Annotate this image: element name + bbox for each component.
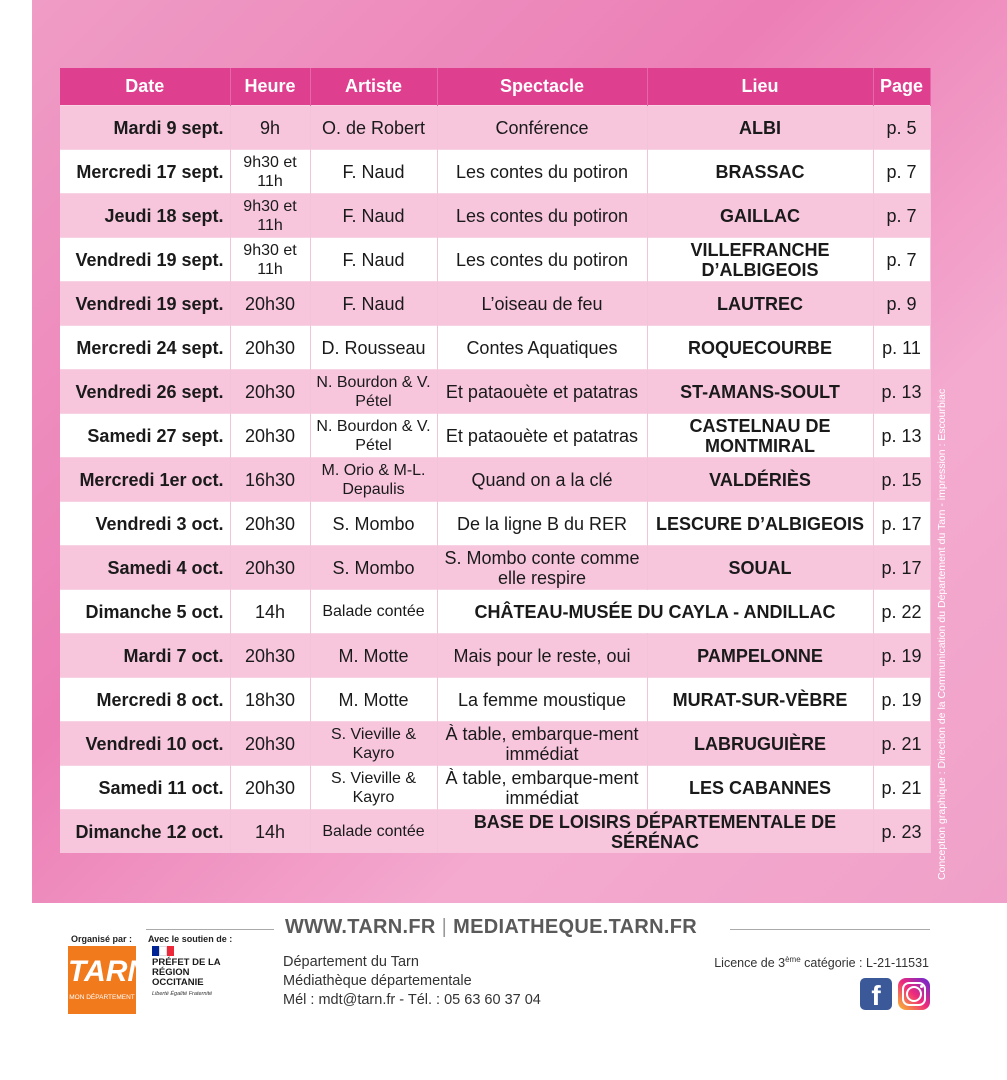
cell-heure: 20h30 [230, 370, 310, 414]
cell-artiste: N. Bourdon & V. Pétel [310, 414, 437, 458]
cell-page: p. 7 [873, 238, 930, 282]
footer-rule-right [730, 929, 930, 930]
cell-heure: 9h30 et 11h [230, 194, 310, 238]
table-row [60, 414, 930, 458]
cell-spectacle: La femme moustique [437, 678, 647, 722]
cell-date: Vendredi 3 oct. [60, 502, 230, 546]
cell-spectacle: Mais pour le reste, oui [437, 634, 647, 678]
cell-artiste: M. Orio & M-L. Depaulis [310, 458, 437, 502]
licence-superscript: ème [785, 955, 801, 964]
header-heure: Heure [230, 68, 310, 106]
cell-heure: 20h30 [230, 414, 310, 458]
cell-page: p. 7 [873, 194, 930, 238]
table-row [60, 238, 930, 282]
cell-artiste: F. Naud [310, 194, 437, 238]
cell-date: Samedi 27 sept. [60, 414, 230, 458]
cell-artiste: S. Mombo [310, 502, 437, 546]
cell-page: p. 17 [873, 502, 930, 546]
footer-rule-left [146, 929, 274, 930]
table-row [60, 150, 930, 194]
cell-artiste: Balade contée [310, 590, 437, 634]
cell-spectacle: À table, embarque-ment immédiat [437, 722, 647, 766]
licence-suffix: catégorie : L-21-11531 [800, 956, 929, 971]
cell-spectacle: Les contes du potiron [437, 238, 647, 282]
cell-lieu: ST-AMANS-SOULT [647, 370, 873, 414]
table-row [60, 546, 930, 590]
cell-page: p. 11 [873, 326, 930, 370]
cell-spectacle: L’oiseau de feu [437, 282, 647, 326]
cell-heure: 20h30 [230, 502, 310, 546]
cell-date: Vendredi 19 sept. [60, 282, 230, 326]
cell-date: Samedi 11 oct. [60, 766, 230, 810]
cell-page: p. 22 [873, 590, 930, 634]
header-artiste: Artiste [310, 68, 437, 106]
cell-date: Vendredi 26 sept. [60, 370, 230, 414]
cell-lieu: BASE DE LOISIRS DÉPARTEMENTALE DE SÉRÉNAC [437, 810, 873, 854]
cell-page: p. 21 [873, 766, 930, 810]
cell-heure: 16h30 [230, 458, 310, 502]
table-row [60, 194, 930, 238]
cell-page: p. 5 [873, 106, 930, 150]
cell-artiste: Balade contée [310, 810, 437, 854]
cell-spectacle: Contes Aquatiques [437, 326, 647, 370]
table-row [60, 722, 930, 766]
cell-heure: 18h30 [230, 678, 310, 722]
cell-spectacle: Les contes du potiron [437, 194, 647, 238]
prefet-motto: Liberté Égalité Fraternité [152, 991, 213, 997]
table-row [60, 678, 930, 722]
tarn-logo-subtitle: MON DÉPARTEMENT [69, 994, 135, 1001]
website-links [285, 916, 697, 939]
cell-page: p. 13 [873, 414, 930, 458]
cell-heure: 9h30 et 11h [230, 238, 310, 282]
cell-date: Mardi 7 oct. [60, 634, 230, 678]
cell-date: Jeudi 18 sept. [60, 194, 230, 238]
table-row [60, 590, 930, 634]
table-row [60, 282, 930, 326]
header-page: Page [873, 68, 930, 106]
cell-lieu: BRASSAC [647, 150, 873, 194]
cell-heure: 14h [230, 590, 310, 634]
cell-spectacle: De la ligne B du RER [437, 502, 647, 546]
cell-heure: 20h30 [230, 722, 310, 766]
cell-lieu: CASTELNAU DE MONTMIRAL [647, 414, 873, 458]
cell-lieu: VALDÉRIÈS [647, 458, 873, 502]
cell-lieu: ROQUECOURBE [647, 326, 873, 370]
soutien-label: Avec le soutien de : [148, 934, 233, 944]
address-line-2: Médiathèque départementale [283, 973, 472, 989]
cell-spectacle: À table, embarque-ment immédiat [437, 766, 647, 810]
cell-artiste: O. de Robert [310, 106, 437, 150]
table-header-row [60, 68, 930, 106]
prefet-logo [152, 946, 232, 997]
table-row [60, 502, 930, 546]
header-spectacle: Spectacle [437, 68, 647, 106]
cell-date: Mardi 9 sept. [60, 106, 230, 150]
table-row [60, 766, 930, 810]
cell-page: p. 23 [873, 810, 930, 854]
prefet-name: PRÉFET DE LA RÉGION OCCITANIE [152, 957, 221, 988]
cell-date: Mercredi 8 oct. [60, 678, 230, 722]
schedule-table [60, 68, 931, 853]
website-tarn-link[interactable]: WWW.TARN.FR [285, 916, 436, 938]
cell-date: Vendredi 10 oct. [60, 722, 230, 766]
licence-text [714, 955, 929, 970]
table-row [60, 370, 930, 414]
cell-page: p. 19 [873, 634, 930, 678]
address-line-1: Département du Tarn [283, 954, 419, 970]
french-flag-icon [152, 946, 174, 956]
licence-prefix: Licence de 3 [714, 956, 786, 971]
address-line-3: Mél : mdt@tarn.fr - Tél. : 05 63 60 37 04 [283, 992, 541, 1008]
cell-spectacle: Conférence [437, 106, 647, 150]
cell-heure: 20h30 [230, 326, 310, 370]
organise-label: Organisé par : [71, 934, 133, 944]
address-block [283, 953, 541, 1010]
cell-lieu: LESCURE D’ALBIGEOIS [647, 502, 873, 546]
cell-heure: 20h30 [230, 634, 310, 678]
cell-spectacle: Et pataouète et patatras [437, 414, 647, 458]
table-row [60, 326, 930, 370]
cell-artiste: F. Naud [310, 150, 437, 194]
cell-lieu: GAILLAC [647, 194, 873, 238]
cell-artiste: S. Mombo [310, 546, 437, 590]
cell-page: p. 19 [873, 678, 930, 722]
website-separator: | [441, 916, 448, 938]
instagram-icon[interactable] [898, 978, 930, 1010]
cell-page: p. 7 [873, 150, 930, 194]
facebook-icon[interactable]: f [860, 978, 892, 1010]
cell-lieu: SOUAL [647, 546, 873, 590]
cell-lieu: LAUTREC [647, 282, 873, 326]
cell-spectacle: Quand on a la clé [437, 458, 647, 502]
cell-date: Mercredi 1er oct. [60, 458, 230, 502]
cell-heure: 9h [230, 106, 310, 150]
table-row [60, 810, 930, 854]
cell-artiste: D. Rousseau [310, 326, 437, 370]
cell-artiste: S. Vieville & Kayro [310, 766, 437, 810]
cell-heure: 9h30 et 11h [230, 150, 310, 194]
cell-spectacle: S. Mombo conte comme elle respire [437, 546, 647, 590]
cell-artiste: N. Bourdon & V. Pétel [310, 370, 437, 414]
cell-heure: 14h [230, 810, 310, 854]
header-lieu: Lieu [647, 68, 873, 106]
cell-lieu: VILLEFRANCHE D’ALBIGEOIS [647, 238, 873, 282]
cell-date: Samedi 4 oct. [60, 546, 230, 590]
cell-lieu: CHÂTEAU-MUSÉE DU CAYLA - ANDILLAC [437, 590, 873, 634]
cell-spectacle: Les contes du potiron [437, 150, 647, 194]
cell-date: Dimanche 5 oct. [60, 590, 230, 634]
cell-spectacle: Et pataouète et patatras [437, 370, 647, 414]
cell-lieu: LABRUGUIÈRE [647, 722, 873, 766]
tarn-logo [68, 946, 150, 1014]
tarn-logo-text: TARN [68, 955, 150, 988]
cell-lieu: ALBI [647, 106, 873, 150]
cell-page: p. 17 [873, 546, 930, 590]
cell-date: Mercredi 24 sept. [60, 326, 230, 370]
table-row [60, 106, 930, 150]
cell-artiste: F. Naud [310, 238, 437, 282]
cell-lieu: PAMPELONNE [647, 634, 873, 678]
cell-artiste: M. Motte [310, 634, 437, 678]
cell-artiste: S. Vieville & Kayro [310, 722, 437, 766]
table-row [60, 458, 930, 502]
cell-heure: 20h30 [230, 282, 310, 326]
cell-date: Mercredi 17 sept. [60, 150, 230, 194]
cell-page: p. 13 [873, 370, 930, 414]
cell-page: p. 9 [873, 282, 930, 326]
vertical-credit-text: Conception graphique : Direction de la Communication du Département du Tarn - impression : Escourbiac [936, 388, 948, 880]
table-row [60, 634, 930, 678]
cell-page: p. 21 [873, 722, 930, 766]
cell-page: p. 15 [873, 458, 930, 502]
cell-heure: 20h30 [230, 766, 310, 810]
cell-lieu: MURAT-SUR-VÈBRE [647, 678, 873, 722]
cell-artiste: M. Motte [310, 678, 437, 722]
cell-artiste: F. Naud [310, 282, 437, 326]
cell-date: Vendredi 19 sept. [60, 238, 230, 282]
cell-lieu: LES CABANNES [647, 766, 873, 810]
header-date: Date [60, 68, 230, 106]
cell-date: Dimanche 12 oct. [60, 810, 230, 854]
website-mediatheque-link[interactable]: MEDIATHEQUE.TARN.FR [453, 916, 698, 938]
cell-heure: 20h30 [230, 546, 310, 590]
